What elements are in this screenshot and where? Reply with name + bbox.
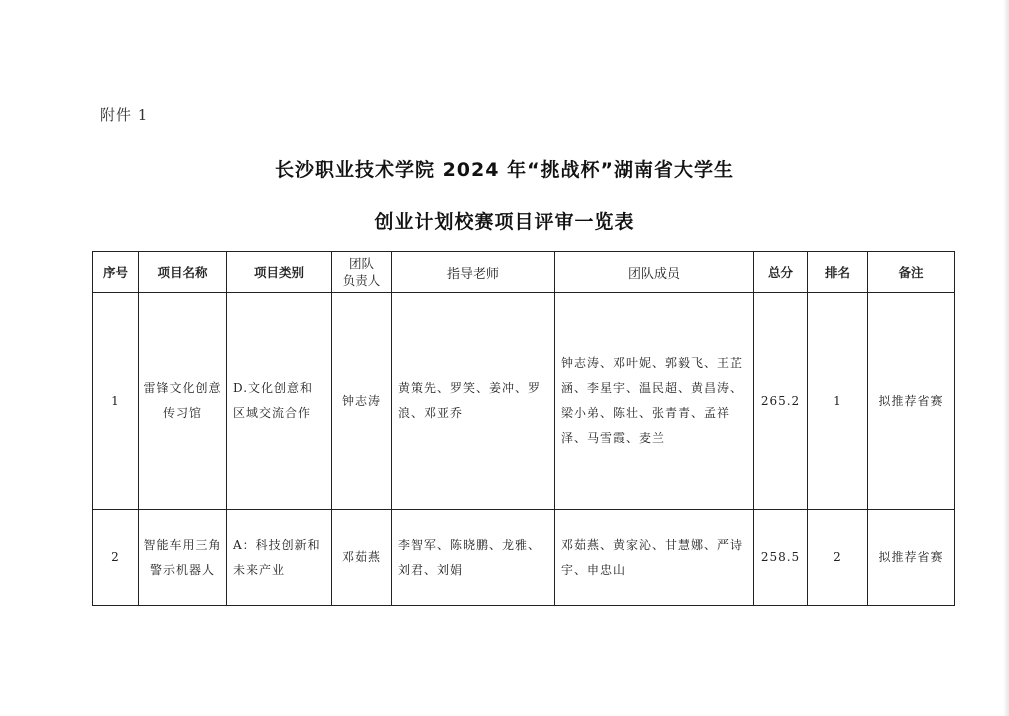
cell-category: A：科技创新和未来产业: [227, 510, 332, 606]
review-table: [92, 251, 955, 606]
header-team-members: 团队成员: [555, 252, 754, 293]
cell-total-score: 258.5: [754, 510, 808, 606]
cell-category: D.文化创意和区域交流合作: [227, 293, 332, 510]
cell-team-members: 邓茹燕、黄家沁、甘慧娜、严诗宇、申忠山: [555, 510, 754, 606]
cell-remark: 拟推荐省赛: [868, 510, 955, 606]
cell-team-members: 钟志涛、邓叶妮、郭毅飞、王芷涵、李星宇、温民超、黄昌涛、梁小弟、陈壮、张青青、孟祥泽、马雪霞、麦兰: [555, 293, 754, 510]
header-category: 项目类别: [227, 252, 332, 293]
cell-total-score: 265.2: [754, 293, 808, 510]
cell-rank: 2: [808, 510, 868, 606]
header-total-score: 总分: [754, 252, 808, 293]
table-row: [93, 293, 955, 510]
cell-advisors: 黄策先、罗笑、姜冲、罗浪、邓亚乔: [392, 293, 555, 510]
cell-team-leader: 钟志涛: [332, 293, 392, 510]
header-remark: 备注: [868, 252, 955, 293]
cell-project-name: 智能车用三角警示机器人: [139, 510, 227, 606]
attachment-label: 附件 1: [100, 106, 149, 124]
header-team-leader-line2: 负责人: [342, 273, 381, 288]
cell-no: 2: [93, 510, 139, 606]
document-title-line2: 创业计划校赛项目评审一览表: [374, 211, 635, 233]
cell-advisors: 李智军、陈晓鹏、龙雅、刘君、刘娟: [392, 510, 555, 606]
header-rank: 排名: [808, 252, 868, 293]
header-advisor: 指导老师: [392, 252, 555, 293]
header-no: 序号: [93, 252, 139, 293]
cell-rank: 1: [808, 293, 868, 510]
header-team-leader-line1: 团队: [348, 256, 374, 271]
page-edge-shadow: [1003, 0, 1009, 716]
header-team-leader: [332, 252, 392, 293]
table-row: [93, 510, 955, 606]
cell-remark: 拟推荐省赛: [868, 293, 955, 510]
document-title-line1: 长沙职业技术学院 2024 年“挑战杯”湖南省大学生: [274, 159, 735, 181]
cell-project-name: 雷锋文化创意传习馆: [139, 293, 227, 510]
cell-team-leader: 邓茹燕: [332, 510, 392, 606]
table-header-row: [93, 252, 955, 293]
cell-no: 1: [93, 293, 139, 510]
header-project-name: 项目名称: [139, 252, 227, 293]
